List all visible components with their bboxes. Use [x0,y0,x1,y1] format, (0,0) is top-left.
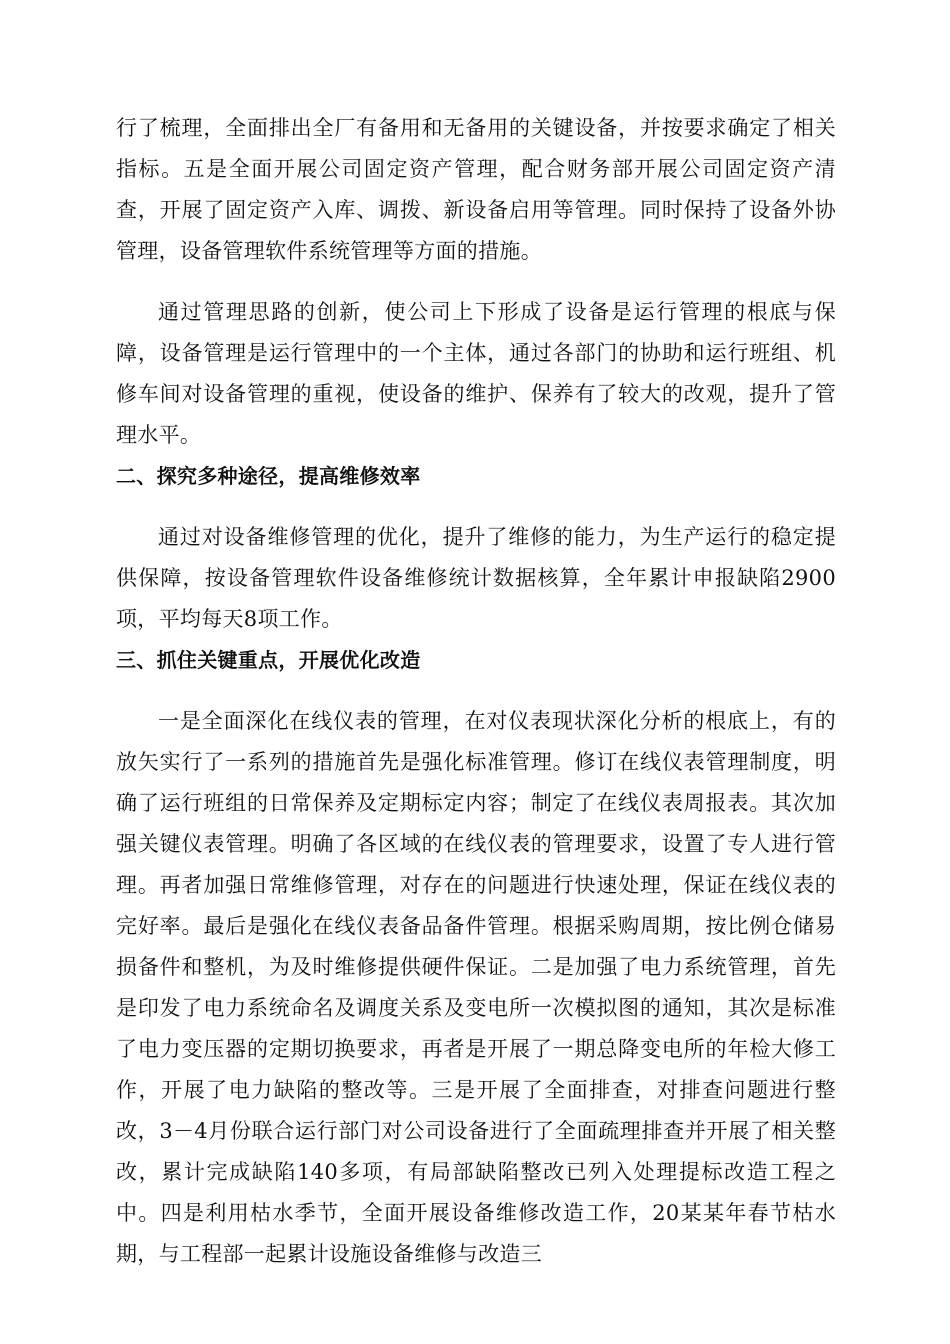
document-page [116,108,836,1275]
paragraph-1: 行了梳理，全面排出全厂有备用和无备用的关键设备，并按要求确定了相关指标。五是全面开展公司固定资产管理，配合财务部开展公司固定资产清查，开展了固定资产入库、调拨、新设备启用等管理。同时保持了设备外协管理，设备管理软件系统管理等方面的措施。 [116,116,836,263]
paragraph-3: 通过对设备维修管理的优化，提升了维修的能力，为生产运行的稳定提供保障，按设备管理软件设备维修统计数据核算，全年累计申报缺陷2900项，平均每天8项工作。 [116,525,836,631]
paragraph-2: 通过管理思路的创新，使公司上下形成了设备是运行管理的根底与保障，设备管理是运行管理中的一个主体，通过各部门的协助和运行班组、机修车间对设备管理的重视，使设备的维护、保养有了较大的改观，提升了管理水平。 [116,300,836,447]
section-heading-3: 三、抓住关键重点，开展优化改造 [116,648,421,672]
paragraph-4: 一是全面深化在线仪表的管理，在对仪表现状深化分析的根底上，有的放矢实行了一系列的措施首先是强化标准管理。修订在线仪表管理制度，明确了运行班组的日常保养及定期标定内容；制定了在线仪表周报表。其次加强关键仪表管理。明确了各区域的在线仪表的管理要求，设置了专人进行管理。再者加强日常维修管理，对存在的问题进行快速处理，保证在线仪表的完好率。最后是强化在线仪表备品备件管理。根据采购周期，按比例仓储易损备件和整机，为及时维修提供硬件保证。二是加强了电力系统管理，首先是印发了电力系统命名及调度关系及变电所一次模拟图的通知，其次是标准了电力变压器的定期切换要求，再者是开展了一期总降变电所的年检大修工作，开展了电力缺陷的整改等。三是开展了全面排查，对排查问题进行整改，3－4月份联合运行部门对公司设备进行了全面疏理排查并开展了相关整改，累计完成缺陷140多项，有局部缺陷整改已列入处理提标改造工程之中。四是利用枯水季节，全面开展设备维修改造工作，20某某年春节枯水期，与工程部一起累计设施设备维修与改造三 [116,709,836,1266]
section-heading-2: 二、探究多种途径，提高维修效率 [116,464,421,488]
